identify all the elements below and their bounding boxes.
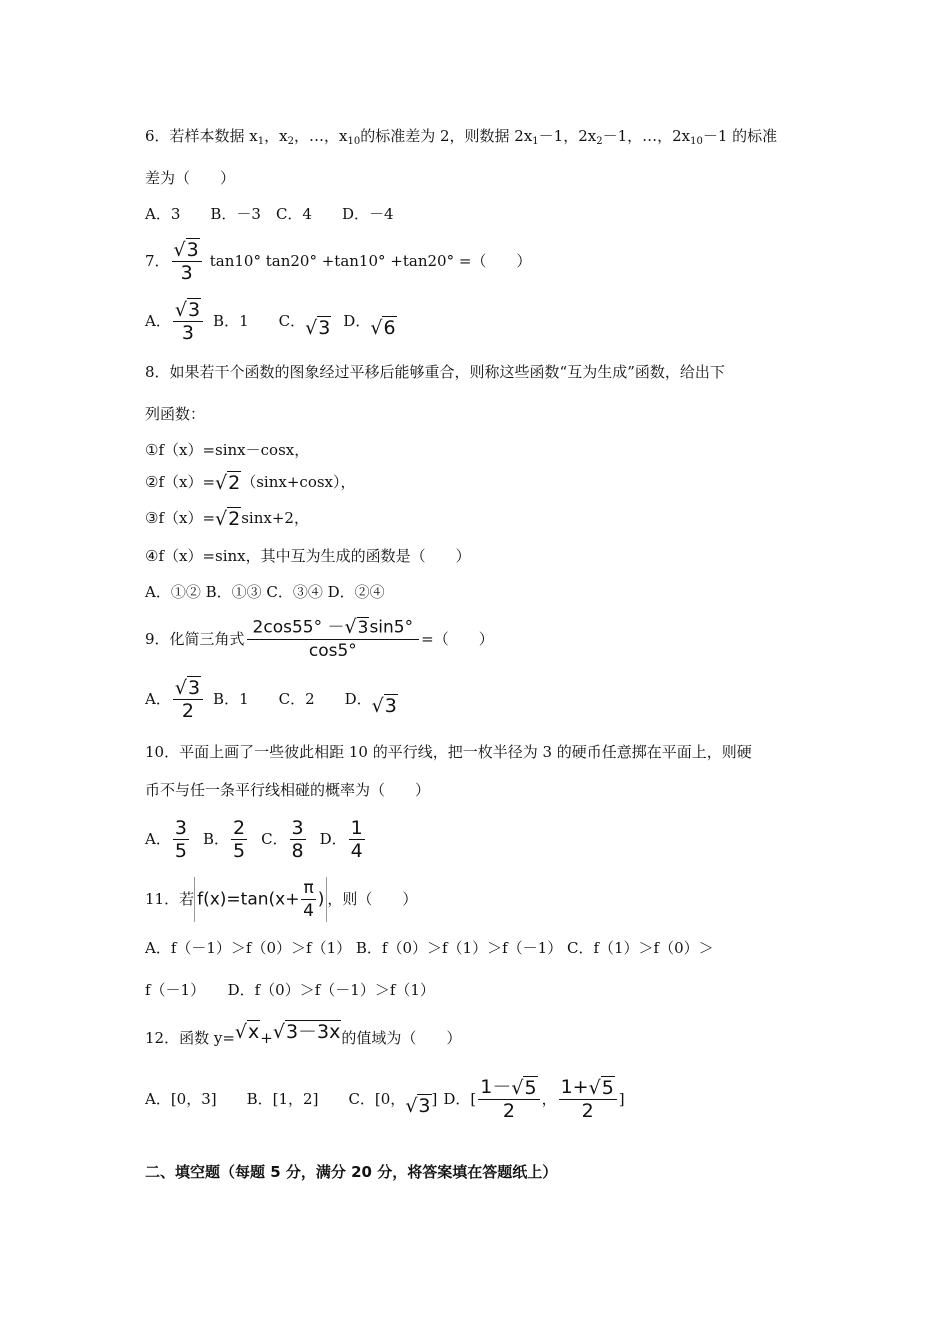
q12-radical-x: √x	[234, 1021, 260, 1043]
q12-option-c-radical: √3	[405, 1095, 431, 1117]
q8-options: A．①② B．①③ C．③④ D．②④	[145, 583, 385, 601]
q6-options: A．3 B．－3 C．4 D．－4	[145, 205, 394, 223]
q11-options-line2: f（－1） D．f（0）＞f（－1）＞f（1）	[145, 981, 435, 999]
q10-option-b-fraction: $\frac{2}{5}$	[232, 816, 246, 862]
q8-func1: ①f（x）=sinx－cosx，	[145, 441, 310, 459]
q9-stem: 9．化简三角式 $\frac{2\cos 55^\circ -√3\sin 5^\circ}{\cos 5^\circ}$ =（ ）	[145, 616, 494, 661]
q11-stem: 11．若 f(x)=tan(x+ $\frac{\pi}{4}$ ) ，则（ ）	[145, 877, 418, 921]
q9-fraction: $\frac{2\cos 55^\circ -√3\sin 5^\circ}{\cos 5^\circ}$	[247, 616, 420, 662]
q10-option-d-fraction: $\frac{1}{4}$	[350, 816, 363, 862]
q7-options: A． $\frac{√3}{3}$ B．1 C． √3 D． √6	[145, 298, 396, 344]
q10-options: A． $\frac{3}{5}$ B． $\frac{2}{5}$ C． $\frac{3}{8}$ D． $\frac{1}{4}$	[145, 816, 363, 862]
q10-option-c-fraction: $\frac{3}{8}$	[291, 816, 304, 862]
q8-func2: ②f（x）=√2（sinx+cosx），	[145, 472, 356, 494]
q12-options: A．[0，3] B．[1，2] C．[0， √3 ] D．[ $\frac{1-√5}{2}$ ， $\frac{1+√5}{2}$ ]	[145, 1076, 625, 1122]
q9-options: A． $\frac{√3}{2}$ B．1 C．2 D． √3	[145, 676, 397, 722]
q10-line2: 币不与任一条平行线相碰的概率为（ ）	[145, 781, 431, 799]
q10-line1: 10．平面上画了一些彼此相距 10 的平行线，把一枚半径为 3 的硬币任意掷在平面上，则硬	[145, 743, 752, 761]
q7-stem: 7． $\frac{√3}{3}$ tan10° tan20° +tan10° +tan20° =（ ）	[145, 238, 532, 284]
q9-option-a-fraction: $\frac{√3}{2}$	[173, 676, 203, 722]
q7-option-c-radical: √3	[305, 317, 331, 339]
q8-line1: 8．如果若干个函数的图象经过平移后能够重合，则称这些函数“互为生成”函数，给出下	[145, 363, 725, 381]
q7-option-d-radical: √6	[370, 317, 396, 339]
q7-fraction: $\frac{√3}{3}$	[172, 238, 202, 284]
q10-option-a-fraction: $\frac{3}{5}$	[174, 816, 187, 862]
q6-line1: 6．若样本数据 $x_1$，$x_2$，…，$x_{10}$的标准差为 2，则数据 $2x_1-1$，$2x_2-1$，…，$2x_{10}-1$ 的标准	[145, 127, 778, 147]
q11-formula: f(x)=tan(x+ $\frac{\pi}{4}$ )	[194, 877, 327, 922]
q9-option-d-radical: √3	[371, 695, 397, 717]
q12-radical-3-3x: √3－3x	[272, 1021, 341, 1043]
q12-stem: 12．函数 y= √x + √3－3x 的值域为（ ）	[145, 1021, 462, 1047]
q12-option-d-frac1: $\frac{1-√5}{2}$	[478, 1076, 539, 1122]
section-heading-fill-in: 二、填空题（每题 5 分，满分 20 分，将答案填在答题纸上）	[145, 1163, 558, 1181]
q8-func3: ③f（x）=√2sinx+2，	[145, 508, 309, 530]
q6-line2: 差为（ ）	[145, 169, 236, 187]
q12-option-d-frac2: $\frac{1+√5}{2}$	[559, 1076, 617, 1122]
q8-func4: ④f（x）=sinx，其中互为生成的函数是（ ）	[145, 547, 471, 565]
q8-line2: 列函数：	[145, 405, 206, 423]
q7-option-a-fraction: $\frac{√3}{3}$	[173, 298, 203, 344]
q11-options-line1: A．f（－1）＞f（0）＞f（1） B．f（0）＞f（1）＞f（－1） C．f（1）＞f（0）＞	[145, 939, 714, 957]
